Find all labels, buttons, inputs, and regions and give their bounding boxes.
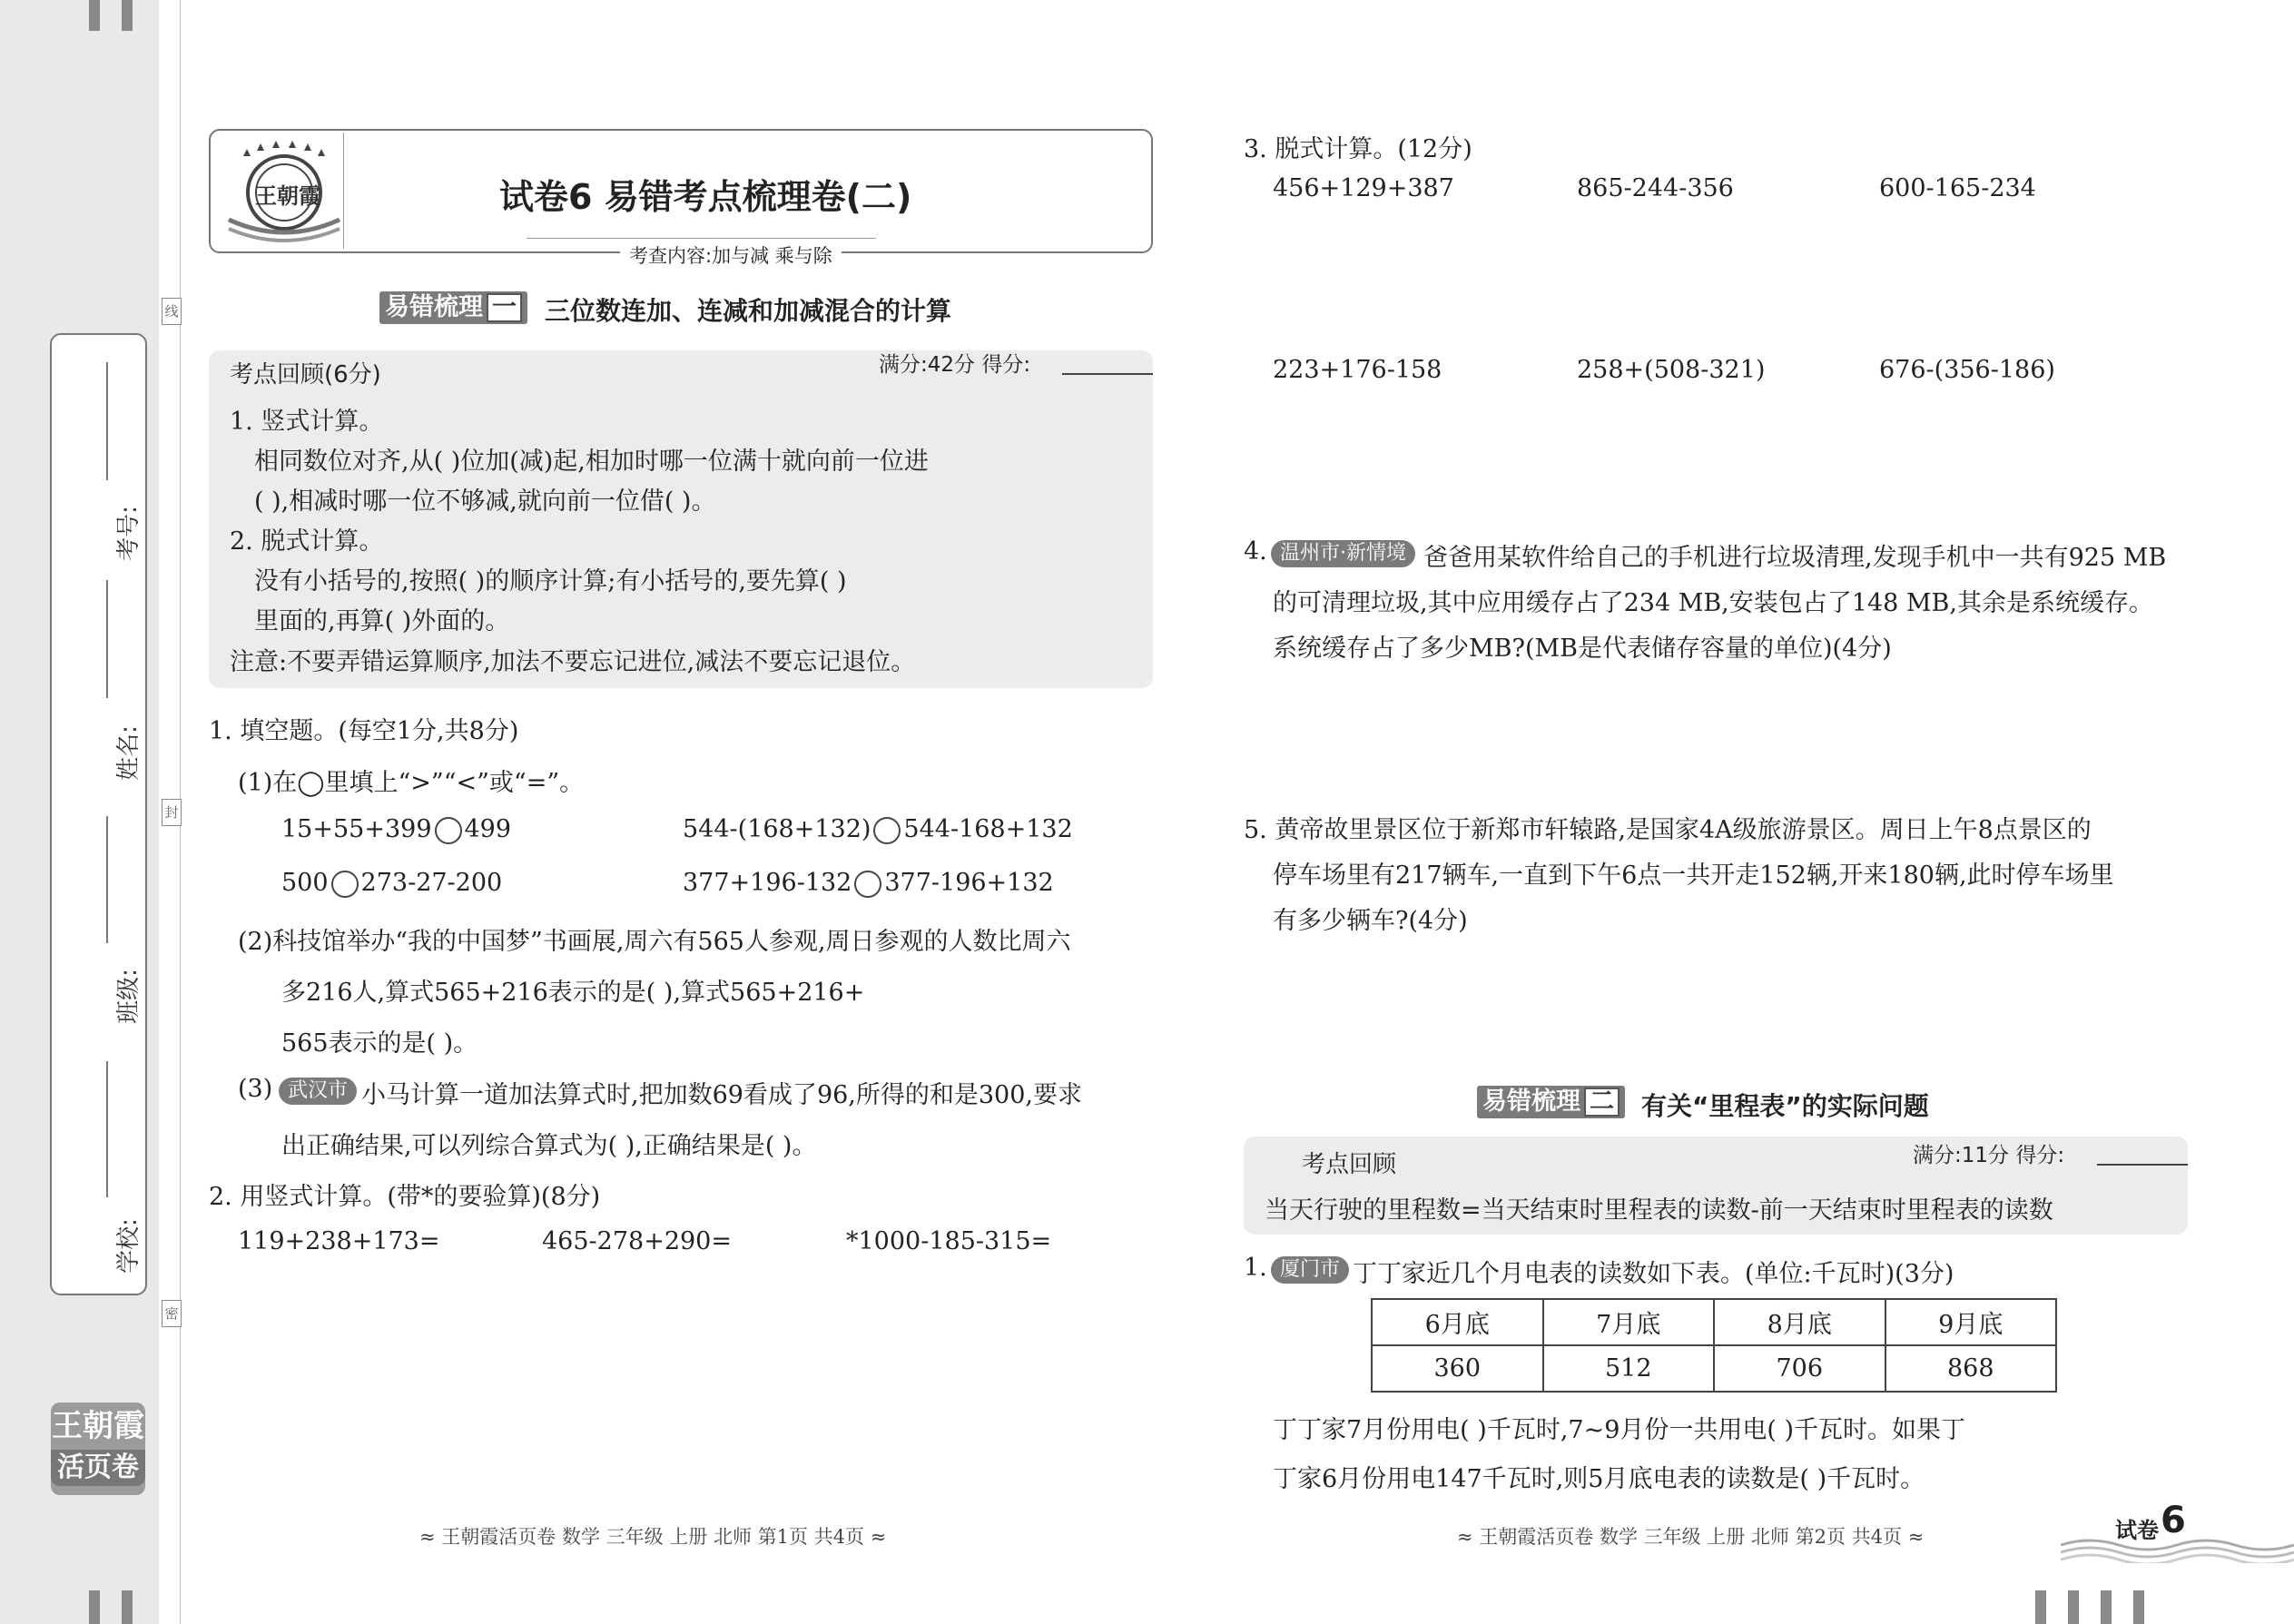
section-one-title: 三位数连加、连减和加减混合的计算 <box>545 296 952 326</box>
header-divider <box>343 133 344 249</box>
review-text: 当天行驶的里程数=当天结束时里程表的读数-前一天结束时里程表的读数 <box>1265 1196 2053 1225</box>
review-line: 里面的,再算( )外面的。 <box>254 607 510 635</box>
binding-bar <box>2068 1590 2079 1624</box>
table-cell: 512 <box>1543 1345 1715 1392</box>
table-header-cell: 7月底 <box>1543 1299 1715 1345</box>
page-title: 试卷6 易错考点梳理卷(二) <box>499 177 912 217</box>
question-part: 小马计算一道加法算式时,把加数69看成了96,所得的和是300,要求 <box>361 1081 1082 1109</box>
review-note: 注意:不要弄错运算顺序,加法不要忘记进位,减法不要忘记退位。 <box>230 648 916 676</box>
question-line: 5. 黄帝故里景区位于新郑市轩辕路,是国家4A级旅游景区。周日上午8点景区的 <box>1244 816 2092 844</box>
question-line: 丁丁家7月份用电( )千瓦时,7~9月份一共用电( )千瓦时。如果丁 <box>1273 1416 1966 1444</box>
compare-item: 15+55+399 499 <box>281 815 512 843</box>
class-label: 班级: <box>114 969 143 1024</box>
score-label: 满分:11分 得分: <box>1913 1144 2065 1167</box>
compare-circle[interactable] <box>854 871 881 898</box>
compare-item: 377+196-132 377-196+132 <box>683 869 1054 897</box>
meter-table <box>1371 1298 2057 1393</box>
score-label: 满分:42分 得分: <box>879 353 1031 377</box>
question-part: (1)在◯里填上“>”“<”或“=”。 <box>238 769 585 797</box>
cut-mark: 线 <box>162 298 182 325</box>
class-line[interactable] <box>106 816 108 943</box>
question-part: (2)科技馆举办“我的中国梦”书画展,周六有565人参观,周日参观的人数比周六 <box>238 928 1071 956</box>
question-number: 4. <box>1244 537 1267 566</box>
brand-logo: 王朝霞 活页卷 <box>51 1403 145 1495</box>
table-header-cell: 6月底 <box>1372 1299 1543 1345</box>
table-header-cell: 9月底 <box>1885 1299 2057 1345</box>
compare-circle[interactable] <box>331 871 359 898</box>
question-line: 爸爸用某软件给自己的手机进行垃圾清理,发现手机中一共有925 MB <box>1423 544 2167 572</box>
section-one-tag: 易错梳理 一 <box>379 291 527 324</box>
footer-right: ≈ 王朝霞活页卷 数学 三年级 上册 北师 第2页 共4页 ≈ <box>1457 1526 1925 1548</box>
question-line: 丁家6月份用电147千瓦时,则5月底电表的读数是( )千瓦时。 <box>1273 1465 1925 1493</box>
calc-item: 258+(508-321) <box>1577 356 1766 384</box>
name-line[interactable] <box>106 580 108 698</box>
subtitle: 考查内容:加与减 乘与除 <box>620 241 842 269</box>
section-two-tag: 易错梳理 二 <box>1477 1086 1625 1118</box>
binding-bar <box>2133 1590 2144 1624</box>
question-line: 有多少辆车?(4分) <box>1273 907 1468 935</box>
paper-label: 试卷 <box>2115 1518 2159 1543</box>
question-line: 的可清理垃圾,其中应用缓存占了234 MB,安装包占了148 MB,其余是系统缓存。 <box>1273 589 2153 617</box>
table-cell: 360 <box>1372 1345 1543 1392</box>
question-line: 丁丁家近几个月电表的读数如下表。(单位:千瓦时)(3分) <box>1353 1260 1954 1288</box>
table-cell: 706 <box>1714 1345 1885 1392</box>
table-header-row <box>1372 1299 2056 1345</box>
review-line: 2. 脱式计算。 <box>230 527 384 556</box>
compare-circle[interactable] <box>435 817 462 844</box>
calc-item: *1000-185-315= <box>846 1227 1052 1255</box>
binding-bar <box>122 0 133 31</box>
question-line: 停车场里有217辆车,一直到下午6点一共开走152辆,开来180辆,此时停车场里 <box>1273 861 2114 890</box>
seal-text: 王朝霞 <box>255 183 320 209</box>
review-line: 相同数位对齐,从( )位加(减)起,相加时哪一位满十就向前一位进 <box>254 448 929 476</box>
compare-item: 544-(168+132) 544-168+132 <box>683 815 1073 843</box>
compare-circle[interactable] <box>873 817 901 844</box>
school-label: 学校: <box>114 1218 143 1274</box>
question-part: 出正确结果,可以列综合算式为( ),正确结果是( )。 <box>281 1132 817 1160</box>
region-tag: 厦门市 <box>1271 1256 1349 1284</box>
name-label: 姓名: <box>114 725 143 781</box>
table-cell: 868 <box>1885 1345 2057 1392</box>
region-tag: 温州市·新情境 <box>1271 540 1415 567</box>
calc-item: 600-165-234 <box>1879 174 2036 202</box>
question-part: 多216人,算式565+216表示的是( ),算式565+216+ <box>281 979 865 1007</box>
review-line: ( ),相减时哪一位不够减,就向前一位借( )。 <box>254 487 716 516</box>
question-line: 系统缓存占了多少MB?(MB是代表储存容量的单位)(4分) <box>1273 635 1892 663</box>
review-line: 1. 竖式计算。 <box>230 408 384 436</box>
section-two-title: 有关“里程表”的实际问题 <box>1641 1091 1929 1121</box>
question-part-prefix: (3) <box>238 1075 273 1103</box>
score-blank[interactable] <box>2097 1164 2188 1166</box>
compare-item: 500 273-27-200 <box>281 869 503 897</box>
region-tag: 武汉市 <box>279 1078 357 1105</box>
calc-item: 223+176-158 <box>1273 356 1442 384</box>
binding-bar <box>2035 1590 2046 1624</box>
question-part: 565表示的是( )。 <box>281 1029 478 1058</box>
calc-item: 865-244-356 <box>1577 174 1734 202</box>
exam-number-line[interactable] <box>106 362 108 480</box>
school-line[interactable] <box>106 1061 108 1197</box>
score-blank[interactable] <box>1062 373 1153 375</box>
cut-mark: 密 <box>162 1300 182 1327</box>
review-label: 考点回顾(6分) <box>230 361 381 389</box>
question-title: 1. 填空题。(每空1分,共8分) <box>209 717 519 745</box>
binding-bar <box>2101 1590 2112 1624</box>
footer-left: ≈ 王朝霞活页卷 数学 三年级 上册 北师 第1页 共4页 ≈ <box>419 1526 887 1548</box>
binding-bar <box>122 1590 133 1624</box>
binding-bar <box>89 1590 100 1624</box>
question-title: 3. 脱式计算。(12分) <box>1244 135 1472 163</box>
review-label: 考点回顾 <box>1302 1151 1397 1178</box>
question-title: 2. 用竖式计算。(带*的要验算)(8分) <box>209 1183 601 1211</box>
student-info-box <box>50 333 147 1295</box>
paper-number: 6 <box>2161 1500 2186 1541</box>
calc-item: 676-(356-186) <box>1879 356 2055 384</box>
binding-bar <box>89 0 100 31</box>
calc-item: 456+129+387 <box>1273 174 1454 202</box>
calc-item: 119+238+173= <box>238 1227 440 1255</box>
question-number: 1. <box>1244 1254 1267 1282</box>
exam-number-label: 考号: <box>114 506 143 561</box>
subtitle-rule <box>527 238 876 239</box>
calc-item: 465-278+290= <box>542 1227 732 1255</box>
table-row <box>1372 1345 2056 1392</box>
cut-mark: 封 <box>162 799 182 826</box>
table-header-cell: 8月底 <box>1714 1299 1885 1345</box>
review-line: 没有小括号的,按照( )的顺序计算;有小括号的,要先算( ) <box>254 567 847 595</box>
